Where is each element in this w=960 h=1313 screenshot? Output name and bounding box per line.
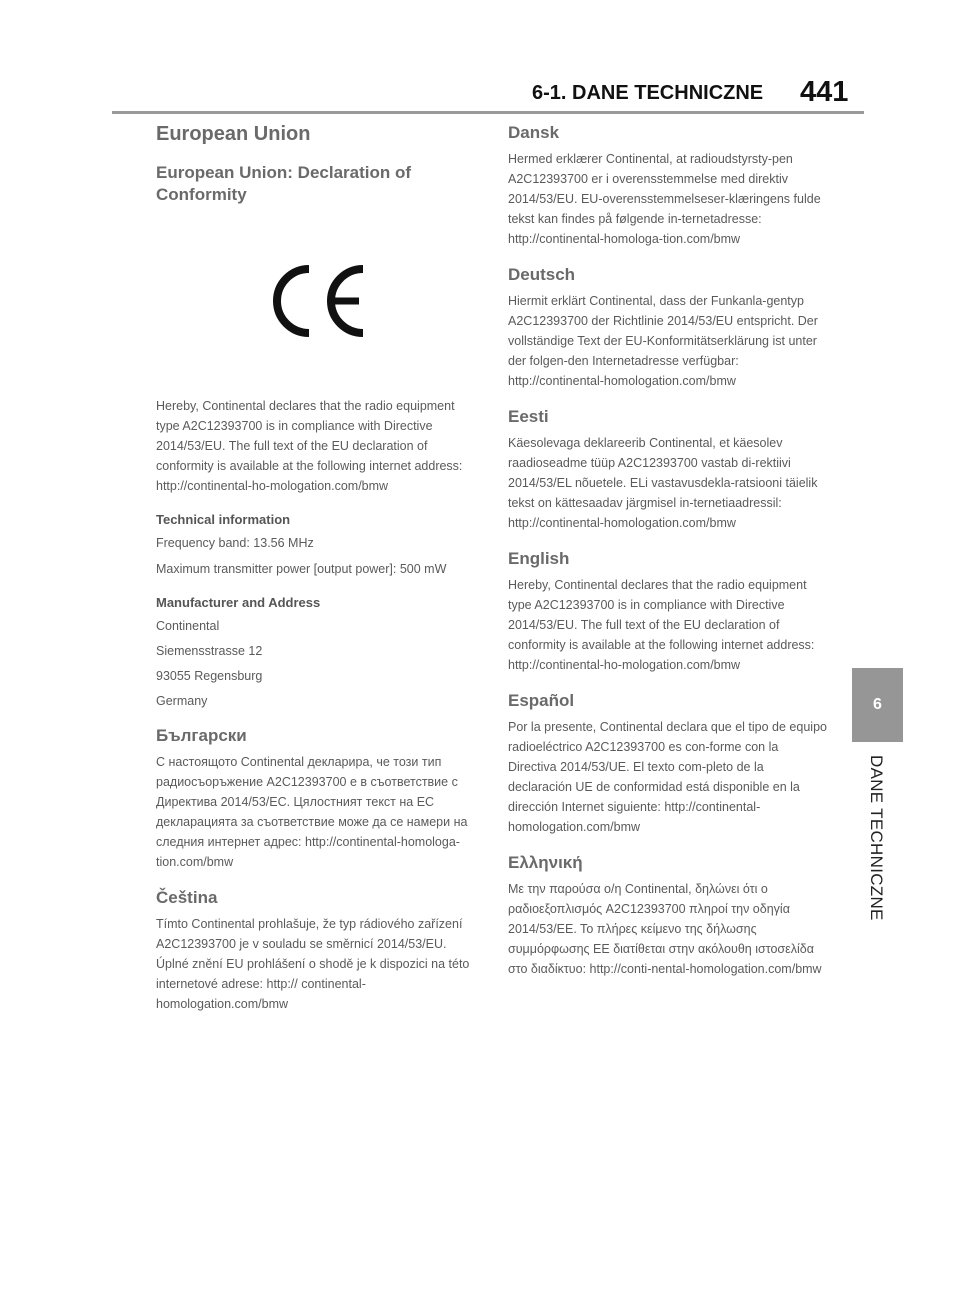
page-number: 441 [800, 76, 849, 108]
chapter-tab [852, 668, 903, 742]
czech-heading: Čeština [156, 888, 218, 907]
ce-mark-icon [261, 261, 371, 341]
technical-info-heading: Technical information [156, 512, 291, 527]
chapter-number: 6 [873, 696, 882, 713]
declaration-text: Hereby, Continental declares that the radio equipment type A2C12393700 is in compliance with Directive 2014/53/EU. The full text of the EU declaration of conformity is available at the following internet address: http://continental-ho-mologation.com/bmw [156, 399, 463, 493]
estonian-text: Käesolevaga deklareerib Continental, et käesolev raadioseadme tüüp A2C12393700 vastab di-rektiivi 2014/53/EL nõuetele. ELi vastavusdekla-ratsiooni täielik tekst on kättesaadav järgmisel in-ternetiaadressil: http://continental-homologation.com/bmw [508, 436, 818, 530]
manufacturer-heading: Manufacturer and Address [156, 595, 321, 610]
address-line: Siemensstrasse 12 [156, 644, 263, 658]
left-column [156, 123, 476, 1014]
greek-heading: Ελληνική [508, 853, 583, 872]
spanish-text: Por la presente, Continental declara que el tipo de equipo radioeléctrico A2C12393700 es con-forme con la Directiva 2014/53/UE. El texto com-pleto de la declaración UE de conformidad está disponible en la dirección Internet siguiente: http://continental-homologation.com/bmw [508, 720, 827, 834]
bulgarian-heading: Български [156, 726, 247, 745]
german-heading: Deutsch [508, 265, 576, 284]
declaration-heading: European Union: Declaration of Conformity [156, 163, 412, 204]
german-text: Hiermit erklärt Continental, dass der Funkanla-gentyp A2C12393700 der Richtlinie 2014/53/EU entspricht. Der vollständige Text der EU-Konformitätserklärung ist unter der folgen-den Internetadresse verfügbar: http://continental-homologation.com/bmw [508, 294, 818, 388]
address-line: Germany [156, 694, 208, 708]
address-line: Continental [156, 619, 220, 633]
danish-text: Hermed erklærer Continental, at radioudstyrsty-pen A2C12393700 er i overensstemmelse med direktiv 2014/53/EU. EU-overensstemmelseser-klæringens fulde tekst kan findes på følgende in-ternetadresse: http://continental-homologa-tion.com/bmw [508, 152, 821, 246]
manufacturer-address [156, 616, 476, 711]
danish-heading: Dansk [508, 123, 560, 142]
frequency-band: Frequency band: 13.56 MHz [156, 536, 314, 550]
chapter-side-title: DANE TECHNICZNE [867, 755, 886, 921]
greek-text: Με την παρούσα ο/η Continental, δηλώνει ότι ο ραδιοεξοπλισμός A2C12393700 πληροί την οδηγία 2014/53/ΕΕ. Το πλήρες κείμενο της δήλωσης συμμόρφωσης ΕΕ διατίθεται στην ακόλουθη ιστοσελίδα στο διαδίκτυο: http://conti-nental-homologation.com/bmw [508, 882, 822, 976]
estonian-heading: Eesti [508, 407, 549, 426]
bulgarian-text: С настоящото Continental декларира, че този тип радиосъоръжение A2C12393700 е в съответствие с Директива 2014/53/ЕС. Цялостният текст на ЕС декларацията за съответствие може да се намери на следния интернет адрес: http://continental-homologa-tion.com/bmw [156, 755, 468, 869]
right-column [508, 123, 828, 979]
english-text: Hereby, Continental declares that the radio equipment type A2C12393700 is in compliance with Directive 2014/53/EU. The full text of the EU declaration of conformity is available at the following internet address: http://continental-ho-mologation.com/bmw [508, 578, 815, 672]
english-heading: English [508, 549, 570, 568]
spanish-heading: Español [508, 691, 575, 710]
address-line: 93055 Regensburg [156, 669, 263, 683]
section-title: 6-1. DANE TECHNICZNE [532, 82, 764, 104]
czech-text: Tímto Continental prohlašuje, že typ rádiového zařízení A2C12393700 je v souladu se směrnicí 2014/53/EU. Úplné znění EU prohlášení o shodě je k dispozici na této internetové adrese: http:// continental-homologation.com/bmw [156, 917, 470, 1011]
page-heading: European Union [156, 123, 311, 145]
header-rule [112, 111, 864, 114]
ce-mark [156, 206, 476, 396]
transmitter-power: Maximum transmitter power [output power]: 500 mW [156, 562, 447, 576]
